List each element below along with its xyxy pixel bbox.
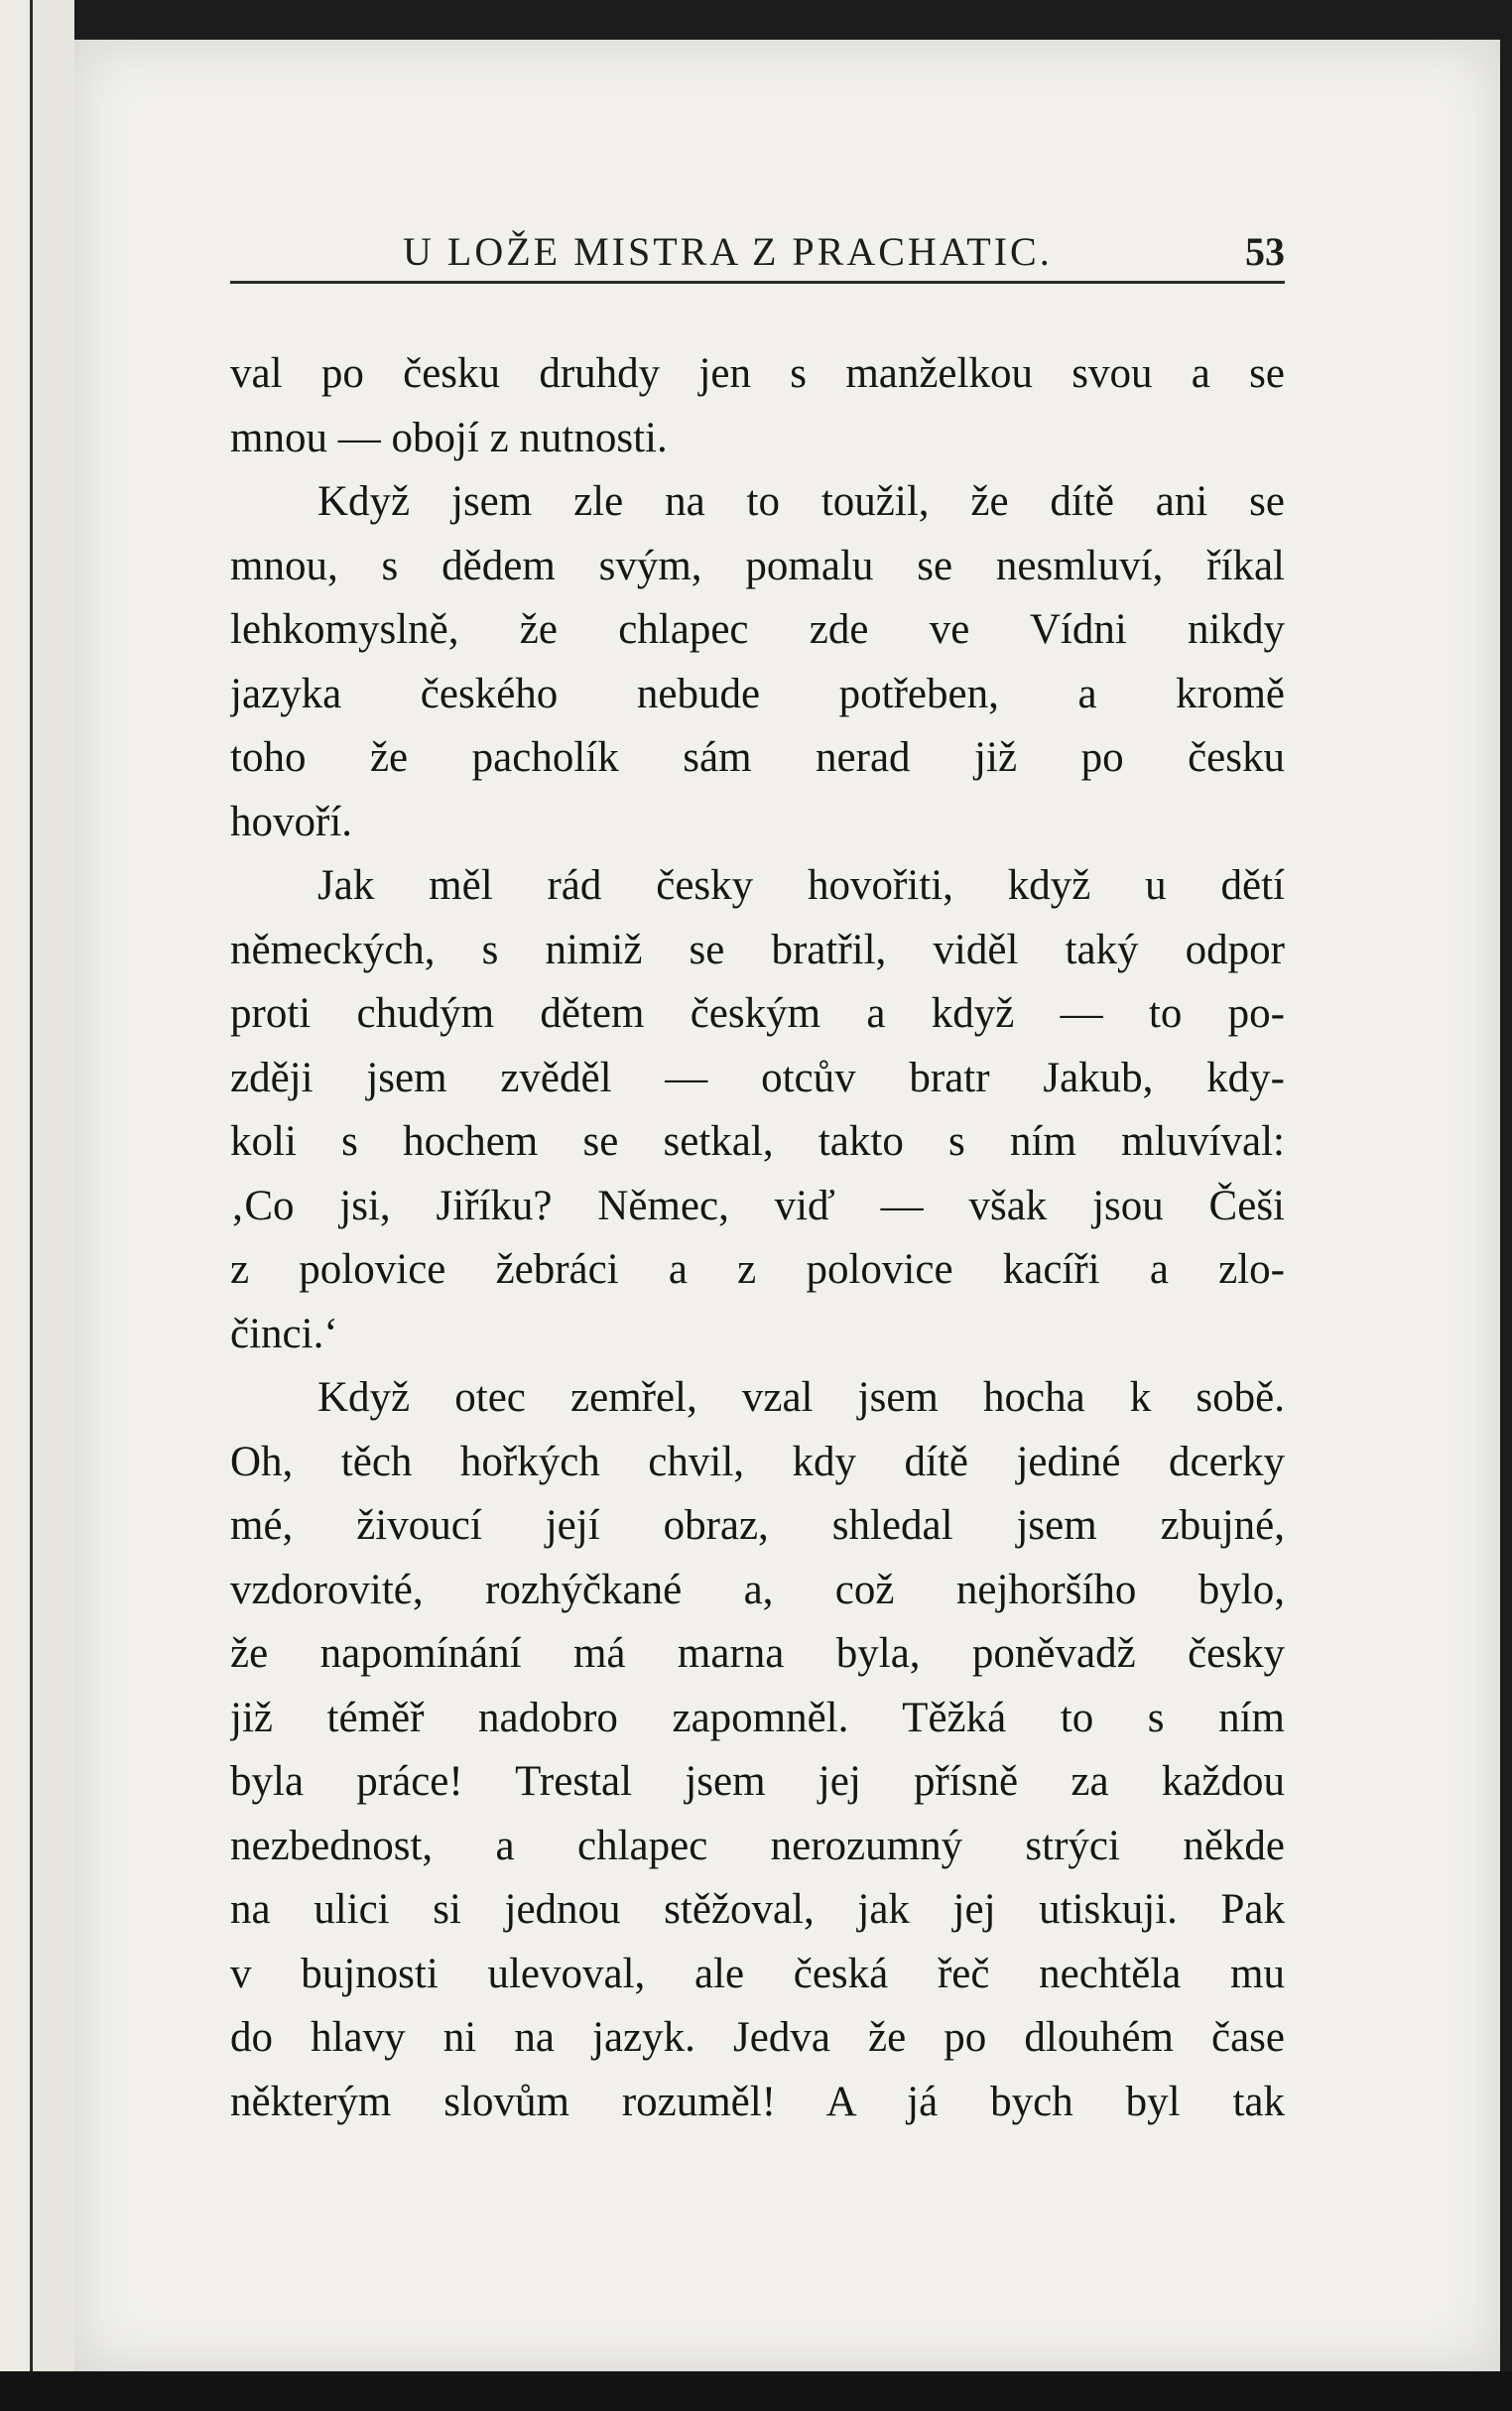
text-line: hovoří. <box>230 798 353 845</box>
text-line: zději jsem zvěděl — otcův bratr Jakub, kdy- <box>230 1054 1285 1101</box>
text-line: byla práce! Trestal jsem jej přísně za každou <box>230 1758 1285 1805</box>
text-line: Když jsem zle na to toužil, že dítě ani se <box>317 478 1285 525</box>
text-line: některým slovům rozuměl! A já bych byl tak <box>230 2078 1285 2125</box>
text-line: z polovice žebráci a z polovice kacíři a zlo- <box>230 1246 1285 1293</box>
binding-edge <box>0 0 74 2411</box>
text-line: lehkomyslně, že chlapec zde ve Vídni nikdy <box>230 606 1285 653</box>
text-line: v bujnosti ulevoval, ale česká řeč nechtěla mu <box>230 1950 1285 1997</box>
page-number: 53 <box>1245 229 1285 274</box>
body-text <box>230 342 1285 2134</box>
text-line: mnou, s dědem svým, pomalu se nesmluví, říkal <box>230 542 1285 589</box>
text-line: již téměř nadobro zapomněl. Těžká to s ním <box>230 1694 1285 1741</box>
page-header <box>230 220 1285 284</box>
text-line: Oh, těch hořkých chvil, kdy dítě jediné dcerky <box>230 1438 1285 1485</box>
text-line: německých, s nimiž se bratřil, viděl taký odpor <box>230 926 1285 973</box>
text-line: toho že pacholík sám nerad již po česku <box>230 734 1285 781</box>
scan-bottom-edge <box>0 2371 1512 2411</box>
text-line: že napomínání má marna byla, poněvadž česky <box>230 1630 1285 1677</box>
text-line: na ulici si jednou stěžoval, jak jej utiskuji. Pak <box>230 1886 1285 1933</box>
header-rule <box>230 281 1285 284</box>
text-line: nezbednost, a chlapec nerozumný strýci někde <box>230 1822 1285 1869</box>
text-line: koli s hochem se setkal, takto s ním mluvíval: <box>230 1118 1285 1165</box>
text-line: do hlavy ni na jazyk. Jedva že po dlouhém čase <box>230 2014 1285 2061</box>
text-line: val po česku druhdy jen s manželkou svou a se <box>230 350 1285 397</box>
text-line: vzdorovité, rozhýčkané a, což nejhoršího bylo, <box>230 1566 1285 1613</box>
text-line: ‚Co jsi, Jiříku? Němec, viď — však jsou Češi <box>230 1182 1285 1229</box>
text-line: činci.‘ <box>230 1310 338 1357</box>
text-line: mnou — obojí z nutnosti. <box>230 414 668 461</box>
text-line: proti chudým dětem českým a když — to po- <box>230 990 1285 1037</box>
text-line: mé, živoucí její obraz, shledal jsem zbujné, <box>230 1502 1285 1549</box>
running-title: U LOŽE MISTRA Z PRACHATIC. <box>403 229 1053 274</box>
text-line: Jak měl rád česky hovořiti, když u dětí <box>317 862 1285 909</box>
text-line: Když otec zemřel, vzal jsem hocha k sobě. <box>317 1374 1285 1421</box>
text-line: jazyka českého nebude potřeben, a kromě <box>230 670 1285 717</box>
